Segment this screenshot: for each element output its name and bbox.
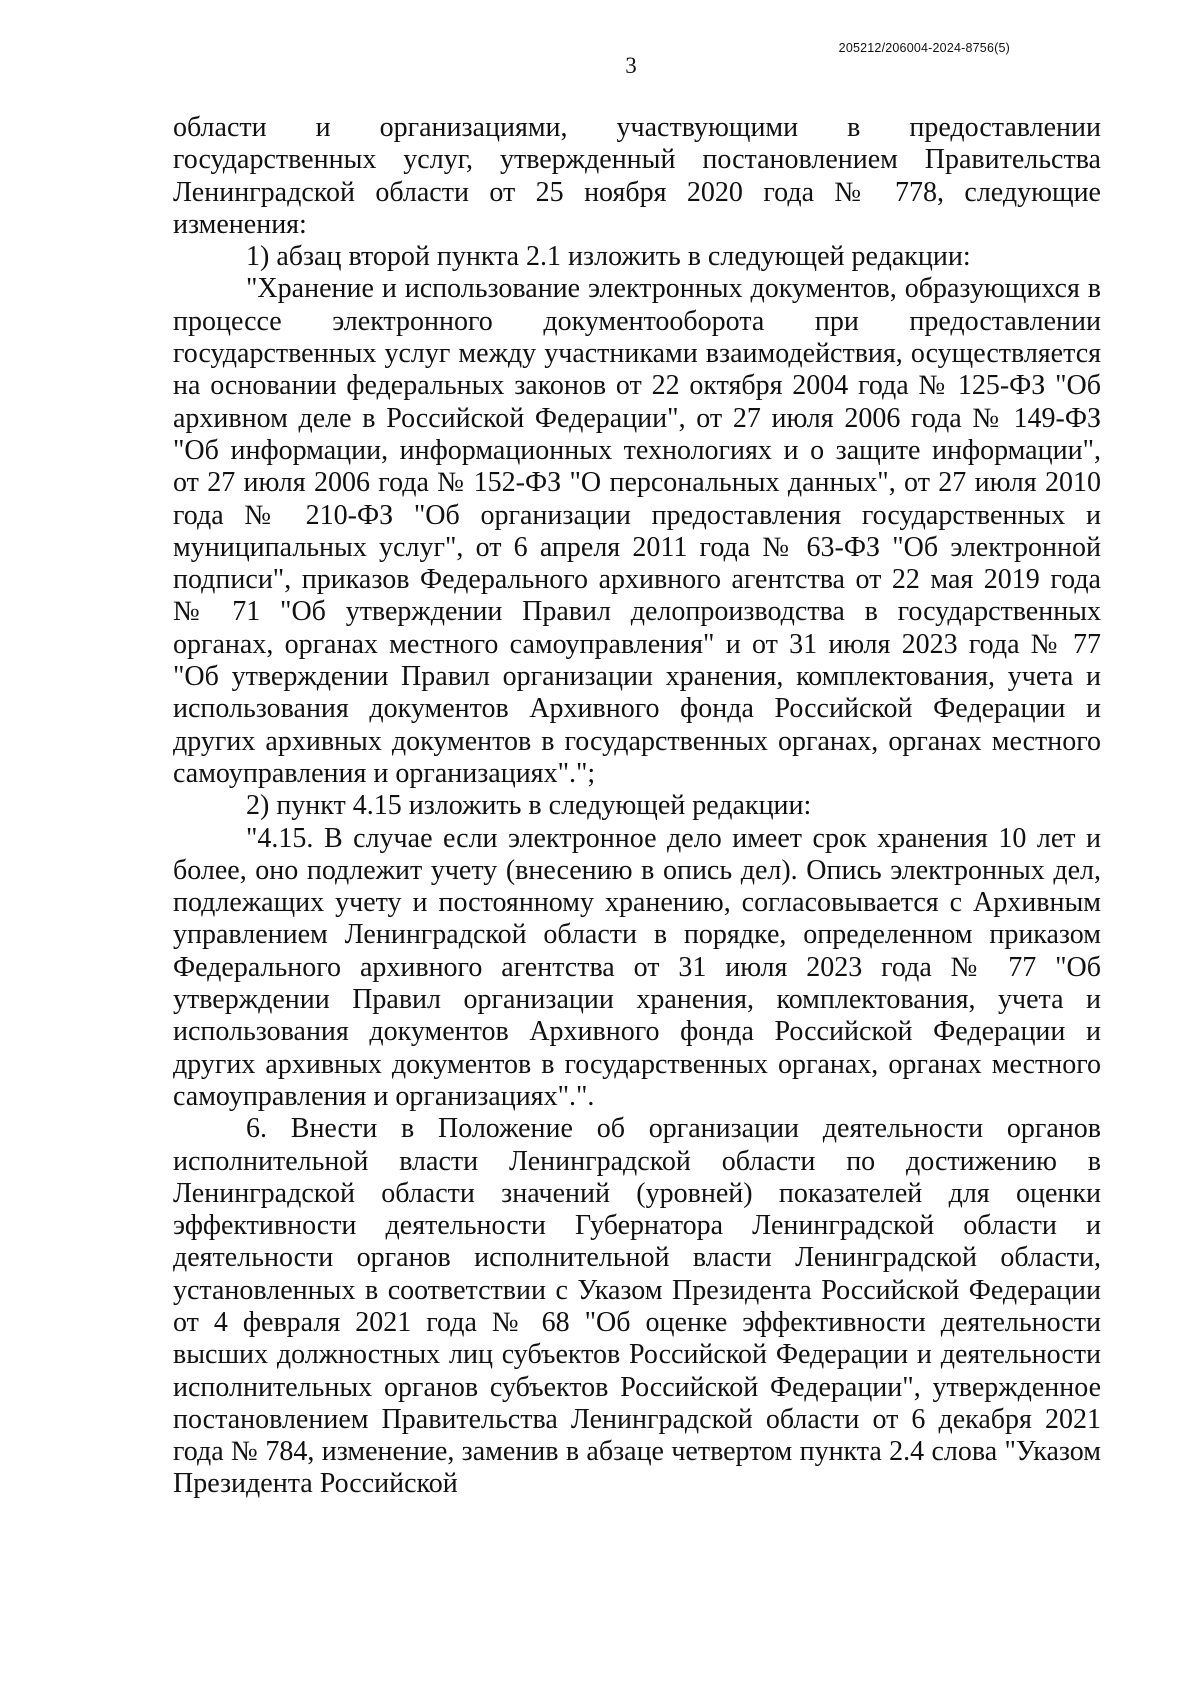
paragraph-item-1-new-wording: "Хранение и использование электронных документов, образующихся в процессе электронного документооборота при предоставлении государственных услуг между участниками взаимодействия, осуществляется на основании федеральных законов от 22 октября 2004 года № 125-ФЗ "Об архивном деле в Российской Федерации", от 27 июля 2006 года № 149-ФЗ "Об информации, информационных технологиях и о защите информации", от 27 июля 2006 года № 152-ФЗ "О персональных данных", от 27 июля 2010 года № 210-ФЗ "Об организации предоставления государственных и муниципальных услуг", от 6 апреля 2011 года № 63-ФЗ "Об электронной подписи", приказов Федерального архивного агентства от 22 мая 2019 года № 71 "Об утверждении Правил делопроизводства в государственных органах, органах местного самоуправления" и от 31 июля 2023 года № 77 "Об утверждении Правил организации хранения, комплектования, учета и использования документов Архивного фонда Российской Федерации и других архивных документов в государственных органах, органах местного самоуправления и организациях"."; [173, 273, 1101, 789]
paragraph-item-2: 2) пункт 4.15 изложить в следующей редакции: [246, 790, 812, 822]
document-registration-number: 205212/206004-2024-8756(5) [838, 41, 1010, 55]
page-number: 3 [625, 53, 637, 78]
paragraph-item-1: 1) абзац второй пункта 2.1 изложить в следующей редакции: [246, 241, 971, 273]
paragraph-intro-continuation: области и организациями, участвующими в предоставлении государственных услуг, утвержденный постановлением Правительства Ленинградской области от 25 ноября 2020 года № 778, следующие изменения: [173, 112, 1101, 240]
paragraph-item-2-new-wording: "4.15. В случае если электронное дело имеет срок хранения 10 лет и более, оно подлежит учету (внесению в опись дел). Опись электронных дел, подлежащих учету и постоянному хранению, согласовывается с Архивным управлением Ленинградской области в порядке, определенном приказом Федерального архивного агентства от 31 июля 2023 года № 77 "Об утверждении Правил организации хранения, комплектования, учета и использования документов Архивного фонда Российской Федерации и других архивных документов в государственных органах, органах местного самоуправления и организациях".". [173, 822, 1101, 1112]
paragraph-section-6: 6. Внести в Положение об организации деятельности органов исполнительной власти Ленинградской области по достижению в Ленинградской области значений (уровней) показателей для оценки эффективности деятельности Губернатора Ленинградской области и деятельности органов исполнительной власти Ленинградской области, установленных в соответствии с Указом Президента Российской Федерации от 4 февраля 2021 года № 68 "Об оценке эффективности деятельности высших должностных лиц субъектов Российской Федерации и деятельности исполнительных органов субъектов Российской Федерации", утвержденное постановлением Правительства Ленинградской области от 6 декабря 2021 года № 784, изменение, заменив в абзаце четвертом пункта 2.4 слова "Указом Президента Российской [173, 1113, 1101, 1500]
document-body [173, 112, 1101, 1501]
